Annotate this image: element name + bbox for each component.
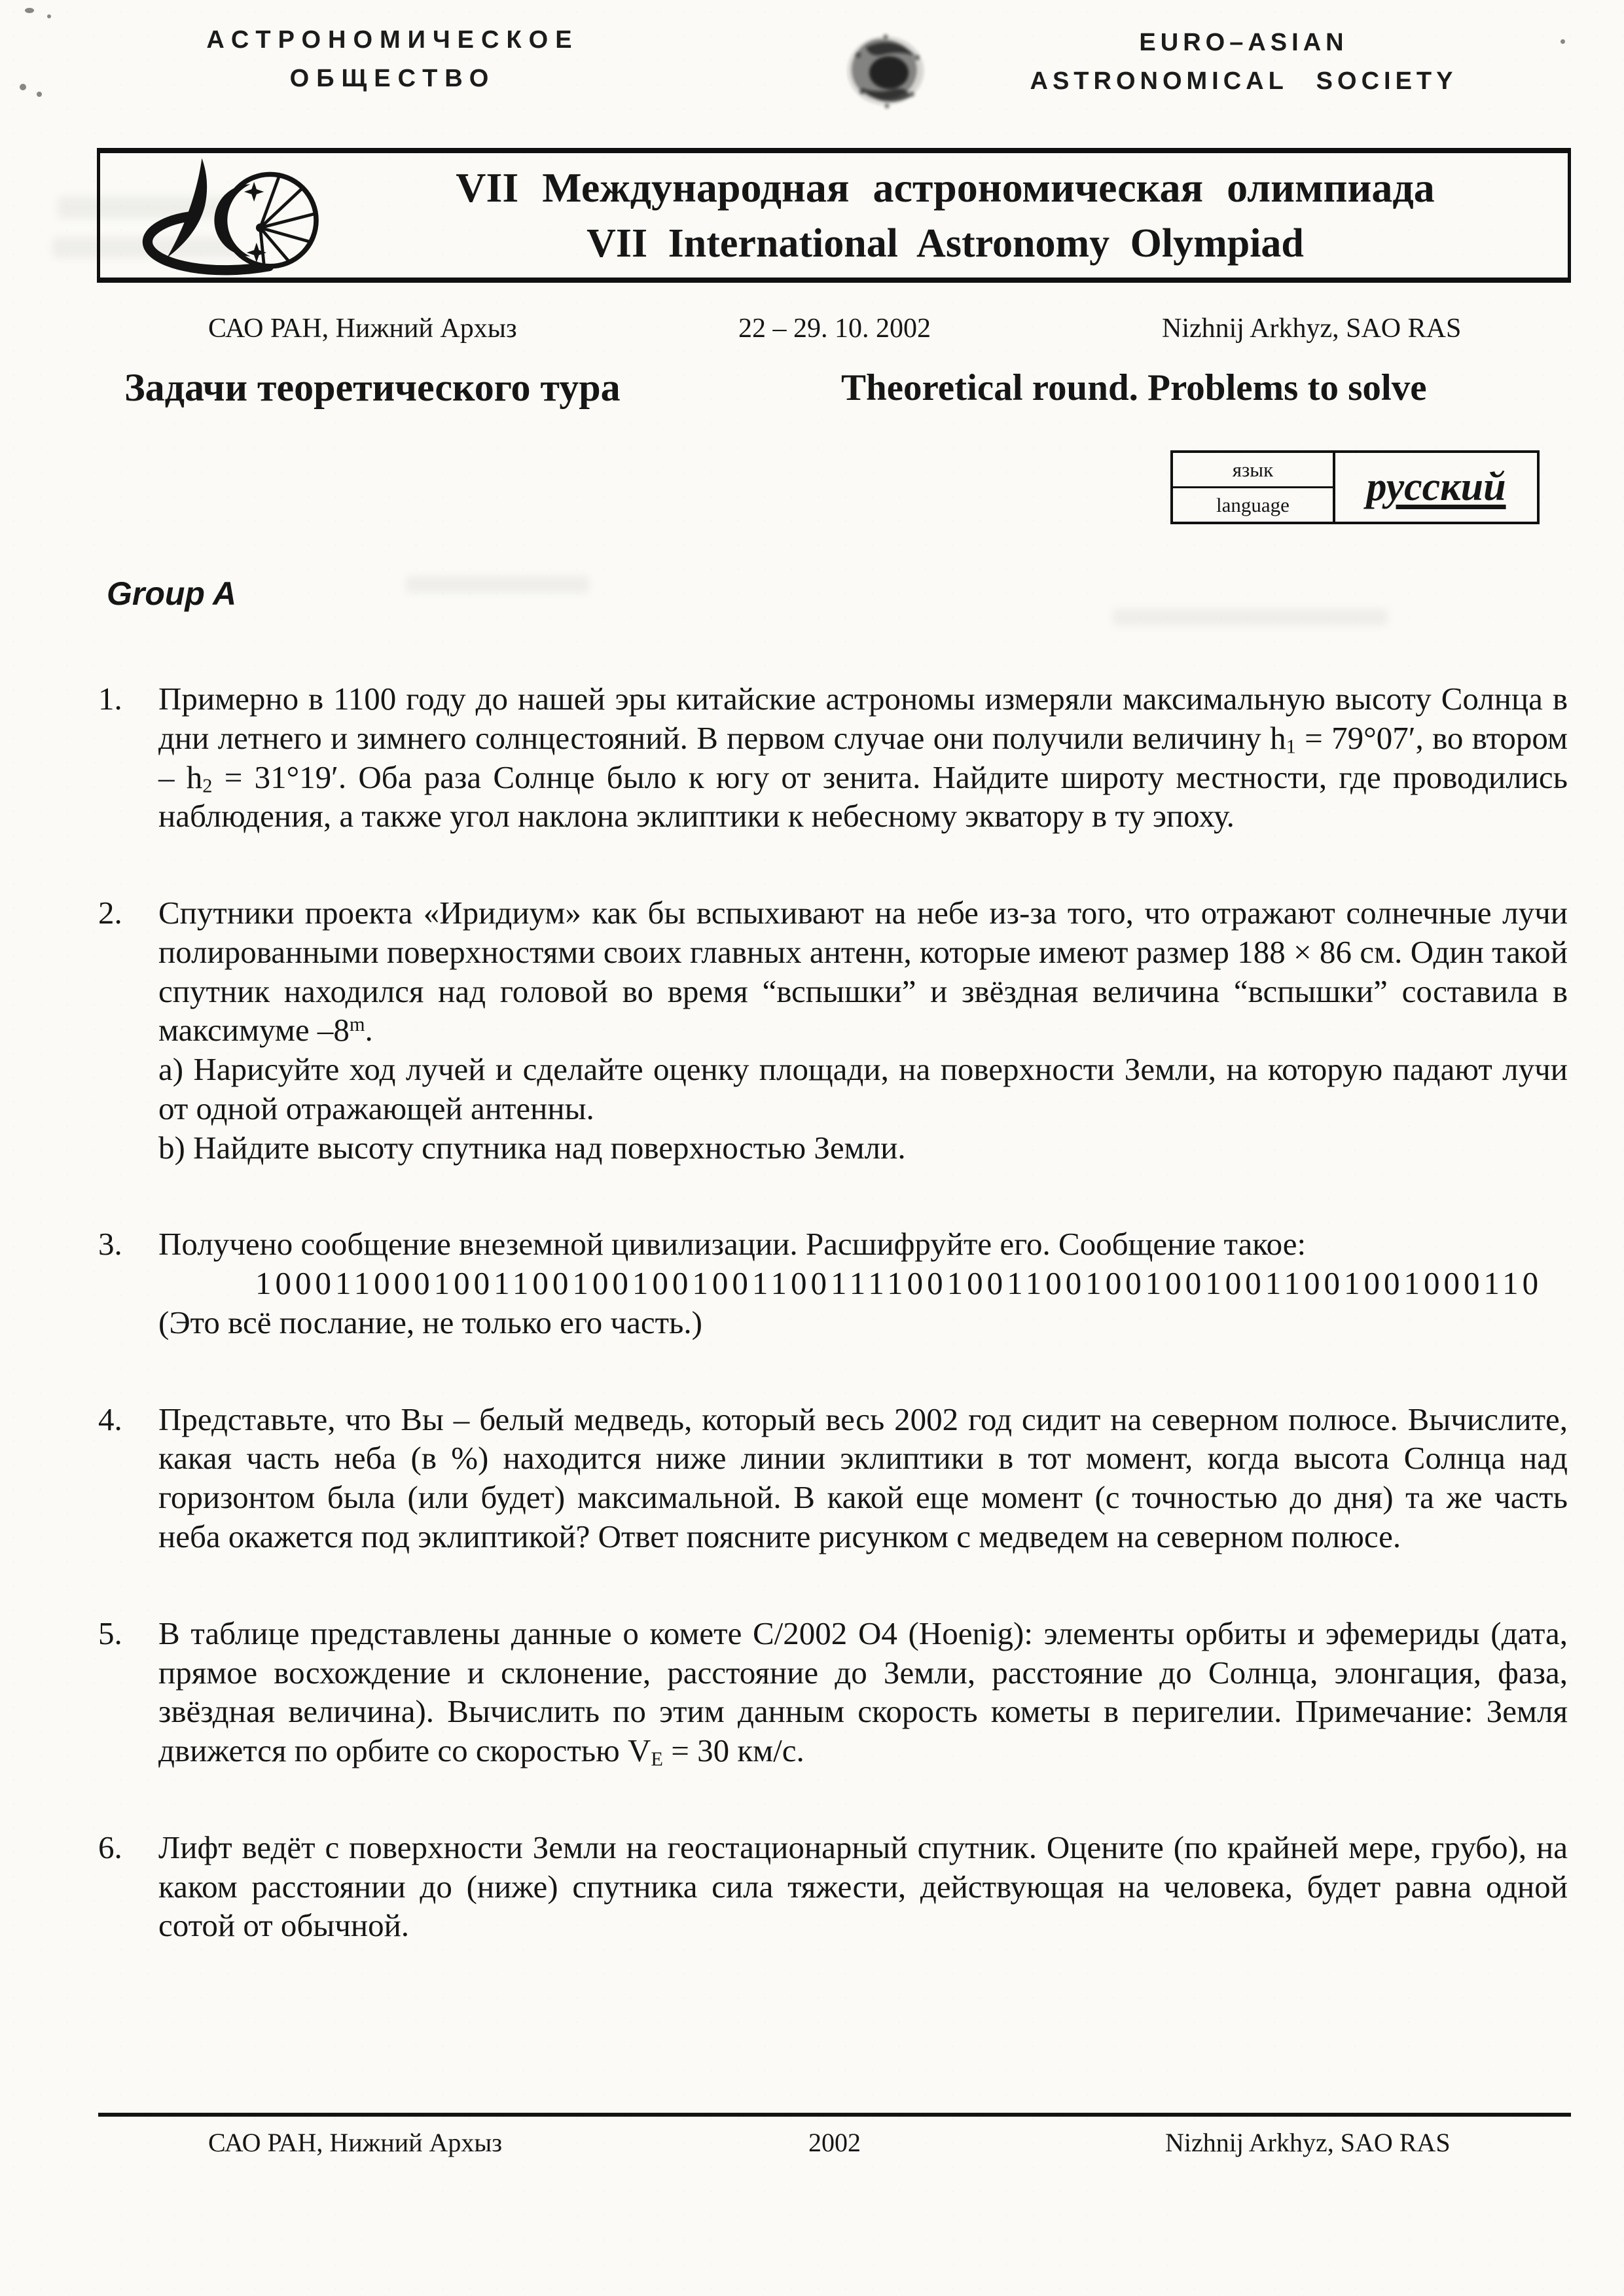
bleed-through-ghost xyxy=(1113,609,1388,626)
problem-1-text: Примерно в 1100 году до нашей эры китайские астрономы измеряли максимальную высоту Солнца в дни летнего и зимнего солнцестояний. В первом случае они получили величину $h_1 = 79^\circ 07'$, во втором – $h_2 = 31^\circ 19'$. Оба раза Солнце было к югу от зенита. Найдите широту местности, где проводились наблюдения, а также угол наклона эклиптики к небесному экватору в ту эпоху. xyxy=(158,681,1568,834)
bleed-through-ghost xyxy=(406,576,589,593)
olympiad-title-russian: VII Международная астрономическая олимпиада xyxy=(456,164,1435,211)
society-name-english xyxy=(969,24,1519,101)
society-name-russian xyxy=(164,21,622,98)
problem-1 xyxy=(98,679,1568,836)
scan-artifact xyxy=(20,84,26,90)
venue-russian: САО РАН, Нижний Архыз xyxy=(208,314,517,344)
problem-3-body xyxy=(158,1225,1568,1342)
society-name-ru-line1: АСТРОНОМИЧЕСКОЕ xyxy=(206,26,579,54)
problem-2-text: Спутники проекта «Иридиум» как бы вспыхивают на небе из-за того, что отражают солнечные лучи полированными поверхностями своих главных антенн, которые имеют размер 188 × 86 см. Один такой спутник находился над головой во время “вспышки” и звёздная величина “вспышки” составила в максимуме –8$^m$. xyxy=(158,895,1568,1049)
language-box xyxy=(1170,450,1540,524)
round-title-english: Theoretical round. Problems to solve xyxy=(841,367,1427,408)
scan-artifact xyxy=(25,8,34,13)
footer-year: 2002 xyxy=(808,2128,861,2157)
society-logo xyxy=(100,153,362,278)
problem-3-text: Получено сообщение внеземной цивилизации. Расшифруйте его. Сообщение такое: xyxy=(158,1226,1307,1263)
language-label-ru: язык xyxy=(1173,453,1333,488)
problem-3-note: (Это всё послание, не только его часть.) xyxy=(158,1304,702,1340)
society-name-en-line2: ASTRONOMICAL SOCIETY xyxy=(1030,67,1458,95)
problem-4-number: 4. xyxy=(98,1401,122,1437)
society-name-en-line1: EURO–ASIAN xyxy=(1139,29,1348,56)
scan-artifact xyxy=(1561,39,1565,44)
problem-6-text: Лифт ведёт с поверхности Земли на геостационарный спутник. Оцените (по крайней мере, грубо), на каком расстоянии до (ниже) спутника сила тяжести, действующая на человека, будет равна одной сотой от обычной. xyxy=(158,1829,1568,1944)
problem-6-number: 6. xyxy=(98,1829,122,1865)
galaxy-image xyxy=(828,18,939,126)
problem-5 xyxy=(98,1614,1568,1770)
olympiad-title-english: VII International Astronomy Olympiad xyxy=(586,221,1304,266)
society-name-ru-line2: ОБЩЕСТВО xyxy=(289,64,496,92)
language-labels xyxy=(1173,453,1335,522)
problem-list xyxy=(98,679,1568,2003)
problem-2-number: 2. xyxy=(98,895,122,931)
language-label-en: language xyxy=(1216,493,1290,516)
problem-2-body xyxy=(158,893,1568,1167)
problem-3 xyxy=(98,1225,1568,1342)
problem-2-item-b: b) Найдите высоту спутника над поверхностью Земли. xyxy=(158,1129,906,1166)
problem-5-number: 5. xyxy=(98,1615,122,1651)
page-footer xyxy=(98,2113,1571,2169)
problem-2 xyxy=(98,893,1568,1167)
footer-venue-russian: САО РАН, Нижний Архыз xyxy=(208,2128,503,2157)
language-value: русский xyxy=(1366,465,1506,509)
problem-2-item-a: a) Нарисуйте ход лучей и сделайте оценку площади, на поверхности Земли, на которую падают лучи от одной отражающей антенны. xyxy=(158,1051,1568,1126)
round-title-russian: Задачи теоретического тура xyxy=(124,366,621,409)
problem-5-text: В таблице представлены данные о комете C/2002 O4 (Hoenig): элементы орбиты и эфемериды (дата, прямое восхождение и склонение, расстояние до Земли, расстояние до Солнца, элонгация, фаза, звёздная величина). Вычислить по этим данным скорость кометы в перигелии. Примечание: Земля движется по орбите со скоростью $V_E = 30$ км/с. xyxy=(158,1615,1568,1770)
group-heading: Group A xyxy=(107,575,237,612)
olympiad-title xyxy=(362,164,1568,266)
venue-date-row xyxy=(98,313,1571,346)
footer-venue-english: Nizhnij Arkhyz, SAO RAS xyxy=(1165,2128,1451,2157)
scan-artifact xyxy=(37,92,42,97)
scan-artifact xyxy=(47,14,51,18)
logo-hub xyxy=(256,223,264,232)
problem-3-number: 3. xyxy=(98,1226,122,1263)
binary-message: 10001100010011001001001001100111100100110010010010011001001000110 xyxy=(255,1265,1543,1302)
logo-spire xyxy=(167,158,207,258)
problem-6 xyxy=(98,1828,1568,1945)
problem-1-number: 1. xyxy=(98,681,122,717)
problem-4-text: Представьте, что Вы – белый медведь, который весь 2002 год сидит на северном полюсе. Вычислите, какая часть неба (в %) находится ниже линии эклиптики в тот момент, когда высота Солнца над горизонтом была (или будет) максимальной. В какой еще момент (с точностью до дня) та же часть неба окажется под эклиптикой? Ответ поясните рисунком с медведем на северном полюсе. xyxy=(158,1401,1568,1555)
olympiad-title-box xyxy=(97,148,1571,283)
event-dates: 22 – 29. 10. 2002 xyxy=(738,314,931,344)
problem-4 xyxy=(98,1400,1568,1556)
venue-english: Nizhnij Arkhyz, SAO RAS xyxy=(1162,314,1462,344)
